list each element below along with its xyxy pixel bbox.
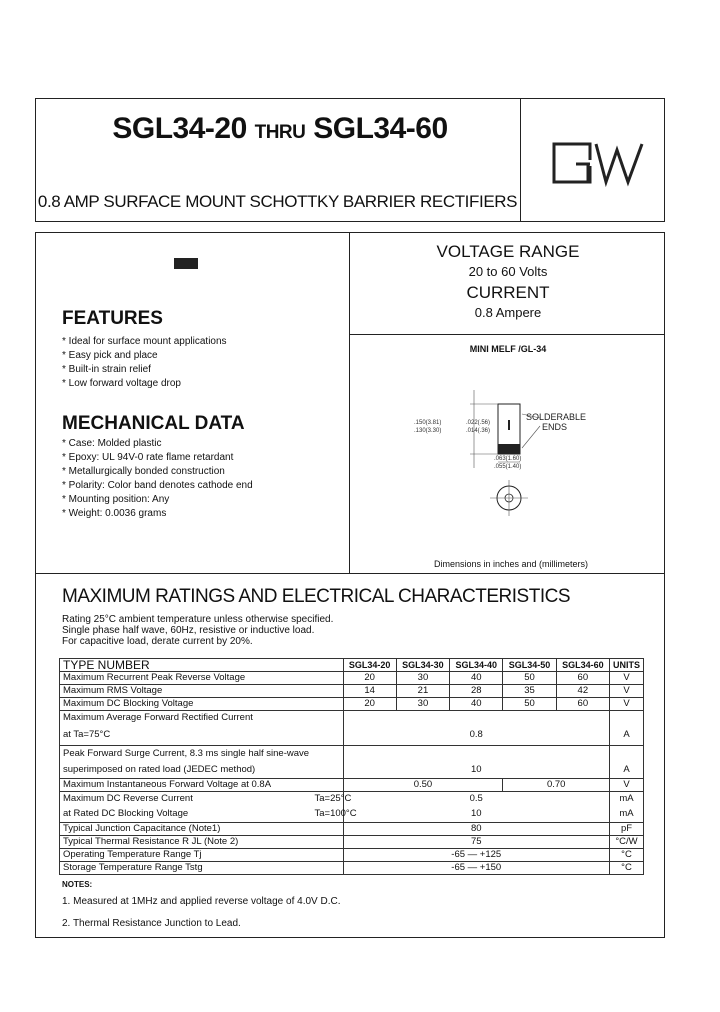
features-list [62, 335, 227, 391]
unit-cell: V [609, 685, 643, 698]
intro-line: For capacitive load, derate current by 20%. [62, 636, 253, 647]
value-cell: 0.70 [503, 779, 610, 792]
column-header: SGL34-50 [503, 659, 556, 672]
package-drawing [410, 380, 610, 530]
param-cell: Maximum Average Forward Rectified Current [60, 711, 344, 726]
value-cell: 50 [503, 672, 556, 685]
list-item: * Easy pick and place [62, 350, 158, 361]
table-row [60, 711, 644, 726]
table-row [60, 792, 644, 807]
column-header: SGL34-30 [396, 659, 449, 672]
dim-label: .130(3.30) [414, 428, 442, 434]
value-cell: 35 [503, 685, 556, 698]
value-cell: 28 [450, 685, 503, 698]
unit-cell: pF [609, 823, 643, 836]
value-cell: 42 [556, 685, 609, 698]
value-cell: 50 [503, 698, 556, 711]
cathode-band [498, 444, 520, 454]
table-row [60, 685, 644, 698]
list-item: * Low forward voltage drop [62, 378, 181, 389]
intro-line: Rating 25°C ambient temperature unless otherwise specified. [62, 614, 334, 625]
value-cell: 40 [450, 672, 503, 685]
notes-title: NOTES: [62, 880, 93, 889]
dim-label: .022(.56) [466, 420, 491, 426]
value-cell: 14 [343, 685, 396, 698]
table-header-row [60, 659, 644, 672]
param-label: at Rated DC Blocking Voltage [63, 808, 189, 819]
part-end: SGL34-60 [313, 112, 448, 145]
param-label: Maximum DC Reverse Current [63, 793, 193, 804]
table-row [60, 806, 644, 823]
param-cell: Maximum Instantaneous Forward Voltage at 0.8A [60, 779, 344, 792]
param-cell: Operating Temperature Range Tj [60, 849, 344, 862]
dimensions-note: Dimensions in inches and (millimeters) [434, 559, 589, 569]
table-row [60, 746, 644, 763]
value-cell: -65 — +125 [343, 849, 609, 862]
type-number-header: TYPE NUMBER [60, 659, 344, 672]
thru-label: THRU [254, 122, 306, 143]
table-row [60, 862, 644, 875]
unit-cell: V [609, 779, 643, 792]
dim-label: .150(3.81) [414, 420, 442, 426]
unit-cell: mA [609, 792, 643, 807]
value-cell: 21 [396, 685, 449, 698]
diode-mark-icon [174, 258, 198, 269]
value-cell: 20 [343, 672, 396, 685]
value-cell: 60 [556, 672, 609, 685]
list-item: * Built-in strain relief [62, 364, 151, 375]
gw-logo-icon [550, 138, 650, 188]
intro-line: Single phase half wave, 60Hz, resistive or inductive load. [62, 625, 315, 636]
ratings-table [59, 658, 644, 875]
table-row [60, 779, 644, 792]
param-cell: Storage Temperature Range Tstg [60, 862, 344, 875]
dim-label: .014(.36) [466, 428, 491, 434]
value-cell [343, 711, 609, 726]
unit-cell [609, 711, 643, 726]
unit-cell: A [609, 762, 643, 779]
list-item: * Ideal for surface mount applications [62, 336, 227, 347]
table-row [60, 823, 644, 836]
value-cell: 75 [343, 836, 609, 849]
unit-cell: °C [609, 849, 643, 862]
unit-cell: °C [609, 862, 643, 875]
value-cell [343, 746, 609, 763]
condition-label: Ta=100°C [314, 808, 357, 819]
list-item: * Case: Molded plastic [62, 438, 162, 449]
list-item: * Epoxy: UL 94V-0 rate flame retardant [62, 452, 234, 463]
current-label: CURRENT [466, 283, 550, 302]
param-cell: superimposed on rated load (JEDEC method) [60, 762, 344, 779]
unit-cell [609, 746, 643, 763]
param-cell: Peak Forward Surge Current, 8.3 ms single half sine-wave [60, 746, 344, 763]
mechanical-title: MECHANICAL DATA [62, 413, 245, 434]
value-cell: 0.50 [343, 779, 503, 792]
condition-label: Ta=25°C [314, 793, 352, 804]
unit-cell: V [609, 672, 643, 685]
table-row [60, 836, 644, 849]
value-cell: 40 [450, 698, 503, 711]
param-cell: Typical Thermal Resistance R JL (Note 2) [60, 836, 344, 849]
value-cell: -65 — +150 [343, 862, 609, 875]
company-logo [550, 138, 650, 188]
value-cell: 80 [343, 823, 609, 836]
units-header: UNITS [609, 659, 643, 672]
table-row [60, 725, 644, 746]
param-cell [60, 806, 357, 823]
current-value: 0.8 Ampere [474, 305, 542, 320]
table-row [60, 762, 644, 779]
param-cell: Maximum RMS Voltage [60, 685, 344, 698]
value-cell: 30 [396, 672, 449, 685]
column-header: SGL34-20 [343, 659, 396, 672]
unit-cell: V [609, 698, 643, 711]
unit-cell: mA [609, 806, 643, 823]
value-cell: 0.8 [343, 725, 609, 746]
solderable-label: SOLDERABLE [526, 412, 587, 422]
value-cell: 10 [343, 806, 609, 823]
list-item: * Metallurgically bonded construction [62, 466, 225, 477]
column-header: SGL34-40 [450, 659, 503, 672]
value-cell: 30 [396, 698, 449, 711]
param-cell: Maximum Recurrent Peak Reverse Voltage [60, 672, 344, 685]
list-item: * Polarity: Color band denotes cathode end [62, 480, 253, 491]
note-2: 2. Thermal Resistance Junction to Lead. [62, 918, 241, 929]
value-cell: 20 [343, 698, 396, 711]
header-divider [520, 98, 521, 222]
ratings-title: MAXIMUM RATINGS AND ELECTRICAL CHARACTERISTICS [62, 586, 571, 607]
dim-label: .063(1.60) [494, 456, 522, 462]
specs-divider [349, 334, 665, 335]
value-cell: 60 [556, 698, 609, 711]
list-item: * Mounting position: Any [62, 494, 170, 505]
value-cell: 0.5 [343, 792, 609, 807]
param-cell: Maximum DC Blocking Voltage [60, 698, 344, 711]
column-header: SGL34-60 [556, 659, 609, 672]
param-cell: at Ta=75°C [60, 725, 344, 746]
param-cell: Typical Junction Capacitance (Note1) [60, 823, 344, 836]
product-subtitle: 0.8 AMP SURFACE MOUNT SCHOTTKY BARRIER RECTIFIERS [37, 192, 518, 211]
voltage-range-value: 20 to 60 Volts [468, 264, 548, 279]
ratings-intro [62, 614, 333, 647]
note-1: 1. Measured at 1MHz and applied reverse voltage of 4.0V D.C. [62, 896, 341, 907]
package-title: MINI MELF /GL-34 [469, 344, 547, 354]
features-title: FEATURES [62, 308, 163, 329]
voltage-range-label: VOLTAGE RANGE [436, 242, 580, 261]
value-cell: 10 [343, 762, 609, 779]
param-cell [60, 792, 352, 807]
unit-cell: A [609, 725, 643, 746]
ends-label: ENDS [542, 422, 568, 432]
part-number-title [60, 112, 500, 146]
table-row [60, 849, 644, 862]
part-start: SGL34-20 [112, 112, 247, 145]
unit-cell: °C/W [609, 836, 643, 849]
mechanical-list [62, 437, 253, 521]
list-item: * Weight: 0.0036 grams [62, 508, 167, 519]
table-row [60, 698, 644, 711]
dim-label: .055(1.40) [494, 464, 522, 470]
table-row [60, 672, 644, 685]
